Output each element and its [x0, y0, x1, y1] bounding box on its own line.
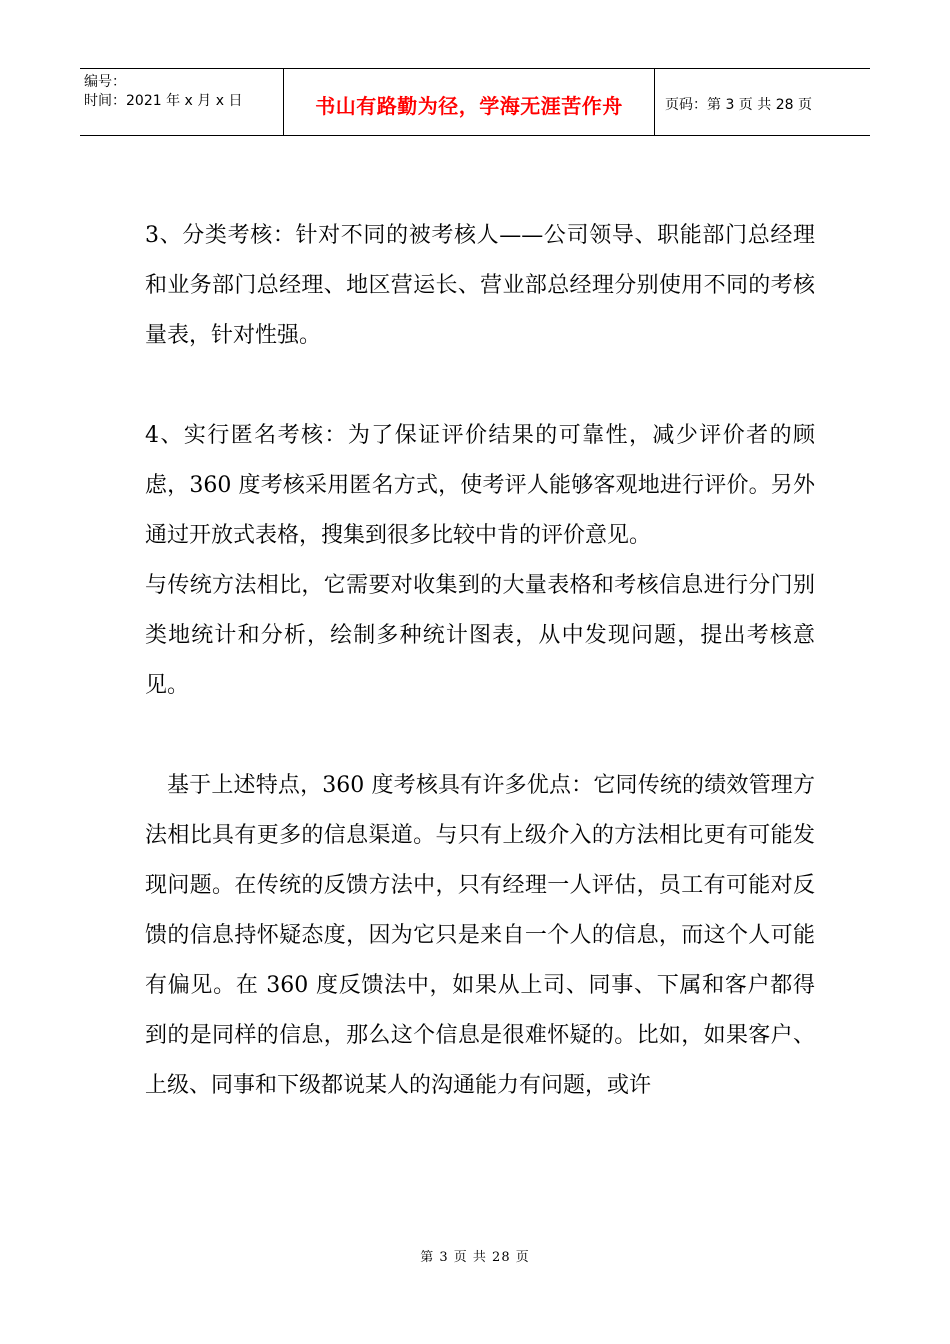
header-number-label: 编号：	[84, 74, 126, 90]
header-time-label: 时间：2021 年 x 月 x 日	[84, 93, 243, 109]
header-page-cell	[655, 69, 870, 135]
header-page-info: 页码：第 3 页 共 28 页	[665, 97, 812, 113]
paragraph-spacer	[145, 361, 815, 411]
document-header	[80, 68, 870, 136]
document-body	[145, 211, 815, 1111]
header-motto-cell	[283, 69, 655, 135]
paragraph-advantages: 基于上述特点，360 度考核具有许多优点：它同传统的绩效管理方法相比具有更多的信息渠道。与只有上级介入的方法相比更有可能发现问题。在传统的反馈方法中，只有经理一人评估，员工有可能对反馈的信息持怀疑态度，因为它只是来自一个人的信息，而这个人可能有偏见。在 360 度反馈法中，如果从上司、同事、下属和客户都得到的是同样的信息，那么这个信息是很难怀疑的。比如，如果客户、上级、同事和下级都说某人的沟通能力有问题，或许	[145, 773, 815, 1098]
paragraph-spacer	[145, 711, 815, 761]
page-footer	[0, 1246, 950, 1265]
header-motto: 书山有路勤为径，学海无涯苦作舟	[315, 93, 623, 118]
paragraph-anonymous-assessment: 4、实行匿名考核：为了保证评价结果的可靠性，减少评价者的顾虑，360 度考核采用匿名方式，使考评人能够客观地进行评价。另外通过开放式表格，搜集到很多比较中肯的评价意见。	[145, 423, 815, 548]
footer-page-number: 第 3 页 共 28 页	[420, 1250, 530, 1265]
paragraph-comparison: 与传统方法相比，它需要对收集到的大量表格和考核信息进行分门别类地统计和分析，绘制多种统计图表，从中发现问题，提出考核意见。	[145, 573, 815, 698]
paragraph-classified-assessment: 3、分类考核：针对不同的被考核人——公司领导、职能部门总经理和业务部门总经理、地区营运长、营业部总经理分别使用不同的考核量表，针对性强。	[145, 223, 815, 348]
header-meta-cell	[80, 69, 283, 135]
